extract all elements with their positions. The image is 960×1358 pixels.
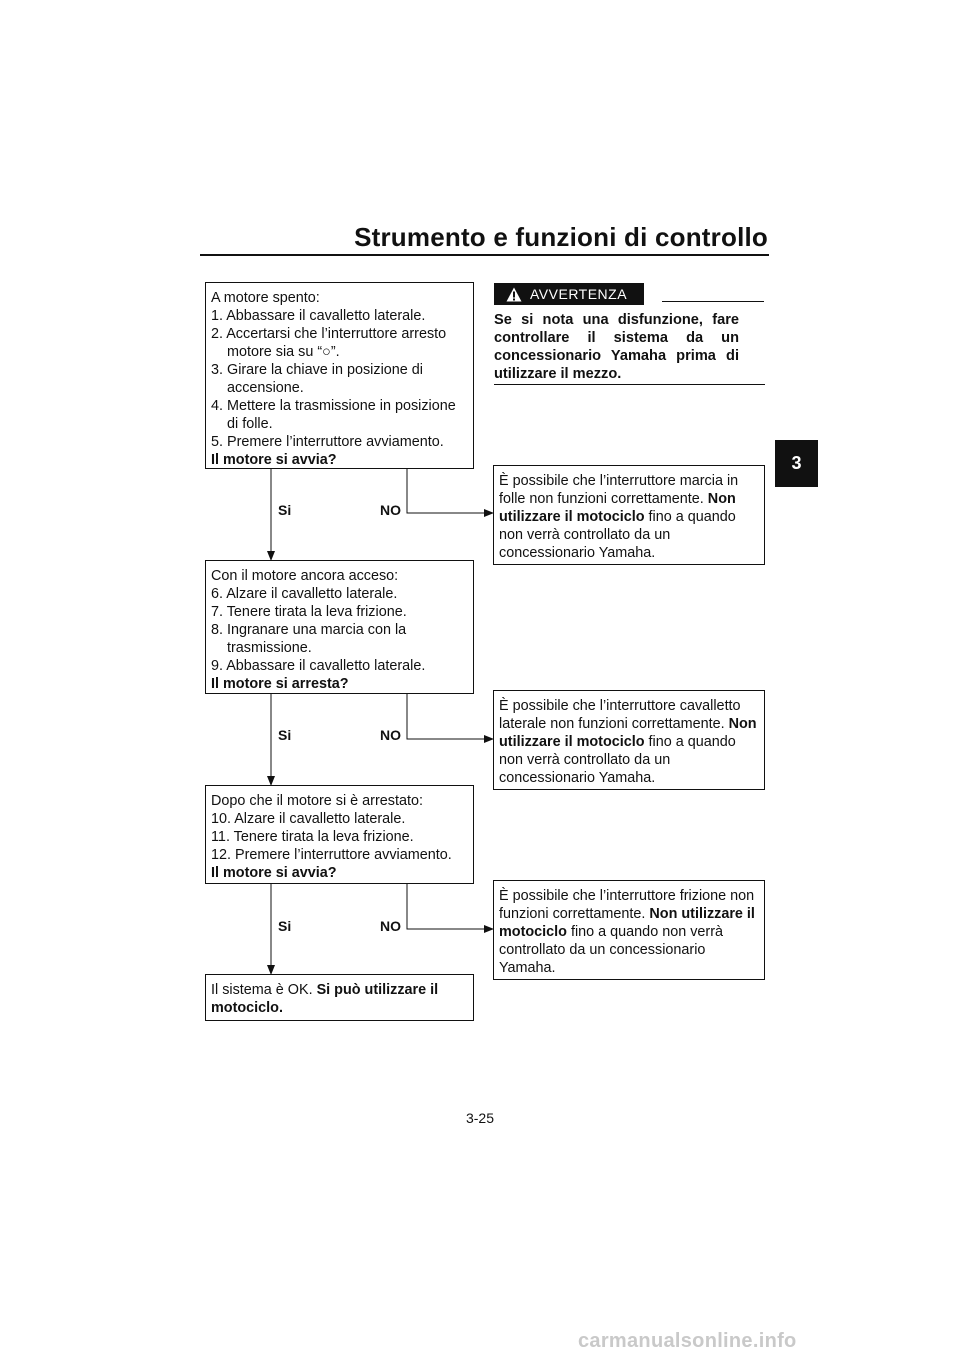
no1-tail: fino a quando non verrà controllato da un concessionario Yamaha. [499, 509, 736, 561]
final-bold: Si può utilizzare il motociclo. [211, 982, 439, 1016]
yes-label-1: Si [278, 502, 292, 518]
yes-label-2: Si [278, 727, 292, 743]
no3-bold: Non utilizzare il motociclo [499, 906, 755, 940]
no3-tail: fino a quando non verrà controllato da un concessionario Yamaha. [499, 924, 723, 976]
box2-step: 9. Abbassare il cavalletto laterale. [211, 658, 426, 674]
box1-step: 5. Premere l’interruttore avviamento. [211, 434, 444, 450]
box1-intro: A motore spento: [211, 290, 320, 306]
box1-step: 4. Mettere la trasmissione in posizione di folle. [211, 398, 456, 432]
step-box-2 [205, 560, 474, 694]
box2-question: Il motore si arresta? [211, 676, 349, 692]
box3-step: 11. Tenere tirata la leva frizione. [211, 829, 414, 845]
no-arrow-1 [407, 469, 493, 513]
box2-step: 7. Tenere tirata la leva frizione. [211, 604, 407, 620]
step-box-1 [205, 282, 474, 469]
box3-intro: Dopo che il motore si è arrestato: [211, 793, 423, 809]
box2-step: 8. Ingranare una marcia con la trasmissione. [211, 622, 407, 656]
no1-text: È possibile che l’interruttore marcia in folle non funzioni correttamente. [499, 473, 739, 507]
no3-text: È possibile che l’interruttore frizione non funzioni correttamente. [499, 888, 755, 922]
box3-step: 10. Alzare il cavalletto laterale. [211, 811, 406, 827]
no-label-3: NO [380, 918, 401, 934]
warning-badge [494, 283, 644, 305]
no-box-1 [493, 465, 765, 565]
warning-rule-top [662, 301, 764, 302]
final-box [205, 974, 474, 1021]
box1-step: 1. Abbassare il cavalletto laterale. [211, 308, 426, 324]
warning-triangle-icon [506, 287, 522, 302]
page-title: Strumento e funzioni di controllo [354, 222, 768, 252]
box2-intro: Con il motore ancora acceso: [211, 568, 399, 584]
no-arrow-2 [407, 694, 493, 739]
box1-step: 2. Accertarsi che l’interruttore arresto motore sia su “○”. [211, 326, 447, 360]
box1-question: Il motore si avvia? [211, 452, 337, 468]
warning-rule-bottom [494, 384, 765, 385]
no-label-1: NO [380, 502, 401, 518]
no-arrow-3 [407, 884, 493, 929]
box2-step: 6. Alzare il cavalletto laterale. [211, 586, 398, 602]
no2-tail: fino a quando non verrà controllato da un concessionario Yamaha. [499, 734, 736, 786]
warning-header [494, 283, 764, 305]
yes-label-3: Si [278, 918, 292, 934]
page-number: 3-25 [465, 1110, 495, 1126]
box3-step: 12. Premere l’interruttore avviamento. [211, 847, 452, 863]
no-label-2: NO [380, 727, 401, 743]
box1-step: 3. Girare la chiave in posizione di accensione. [211, 362, 423, 396]
no-box-3 [493, 880, 765, 980]
chapter-tab: 3 [775, 440, 818, 487]
warning-label: AVVERTENZA [530, 286, 628, 302]
box3-question: Il motore si avvia? [211, 865, 337, 881]
no-box-2 [493, 690, 765, 790]
step-box-3 [205, 785, 474, 884]
no2-bold: Non utilizzare il motociclo [499, 716, 757, 750]
no1-bold: Non utilizzare il motociclo [499, 491, 736, 525]
watermark: carmanualsonline.info [578, 1330, 797, 1352]
warning-text: Se si nota una disfunzione, fare controllare il sistema da un concessionario Yamaha prima di utilizzare il mezzo. [494, 312, 739, 382]
no2-text: È possibile che l’interruttore cavalletto laterale non funzioni correttamente. [499, 698, 741, 732]
final-text: Il sistema è OK. [211, 982, 313, 998]
